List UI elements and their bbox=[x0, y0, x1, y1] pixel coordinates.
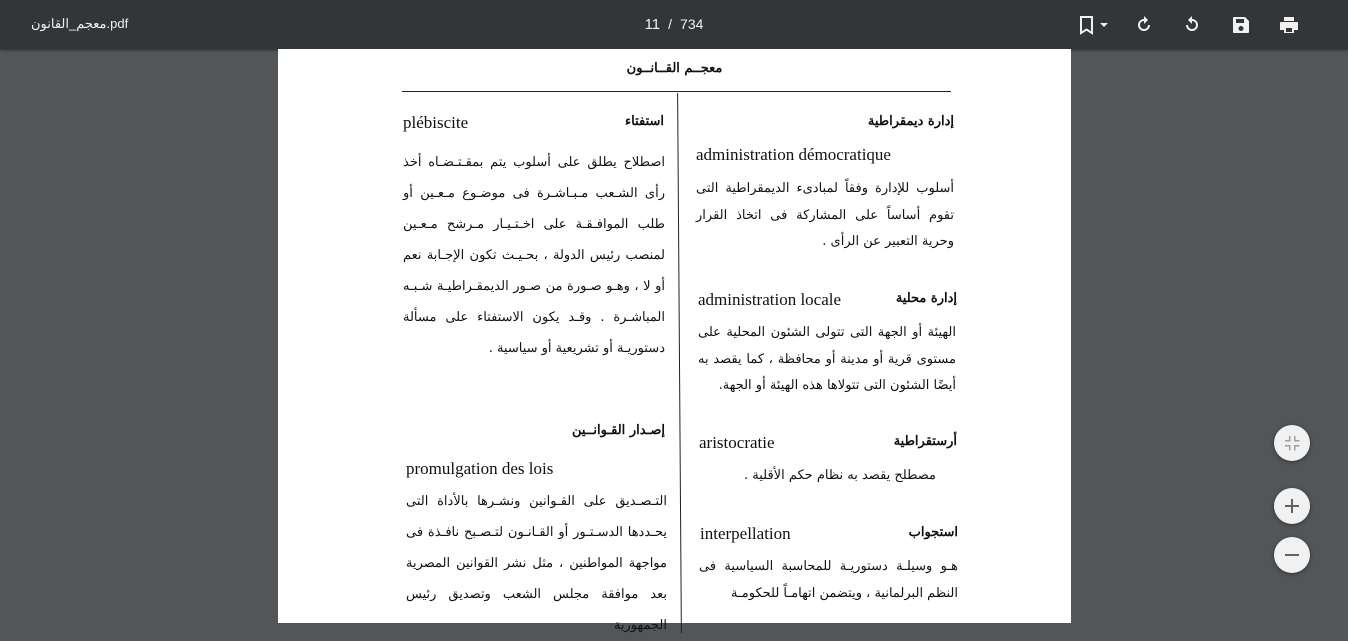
zoom-out-button[interactable] bbox=[1274, 537, 1310, 573]
running-head: معجــم القــانــون bbox=[626, 61, 723, 76]
save-icon bbox=[1232, 16, 1250, 34]
zoom-in-button[interactable] bbox=[1274, 488, 1310, 524]
file-title: معجم_القانون.pdf bbox=[31, 16, 129, 31]
total-pages: 734 bbox=[680, 16, 704, 32]
headword: استجواب bbox=[908, 525, 958, 540]
french-term: interpellation bbox=[700, 524, 791, 543]
page-separator: / bbox=[668, 16, 673, 32]
french-term: administration locale bbox=[698, 290, 842, 309]
bookmark-button[interactable] bbox=[1076, 12, 1112, 38]
fit-to-page-button[interactable] bbox=[1274, 425, 1310, 461]
headword: إدارة محلية bbox=[895, 291, 957, 306]
french-term: promulgation des lois bbox=[406, 459, 554, 478]
print-icon bbox=[1279, 16, 1299, 34]
french-term: aristocratie bbox=[699, 433, 775, 452]
headword: استفتاء bbox=[625, 114, 664, 129]
rotate-counterclockwise-icon bbox=[1182, 15, 1202, 35]
header-rule bbox=[402, 91, 951, 92]
definition: مصطلح يقصد به نظام حكم الأقلية . bbox=[744, 468, 936, 483]
definition: اصطلاح يطلق على أسلوب يتم بمقـتـضـاه أخذ رأى الشـعب مـبـاشـرة فى موضـوع مـعـين أو طلب الموافـقـة على اخـتـيـار مـرشح مـعـين لمنصب رئيس الدولة ، بحـيـث تكون الإجـابة نعم أو لا ، وهـو صـورة من صـور الديمقـراطيـة شـبـه المباشـرة . وقـد يكون الاستفتاء على مسألة دستوريـة أو تشريعية أو سياسية . bbox=[403, 155, 665, 356]
bookmark-icon bbox=[1078, 15, 1110, 35]
current-page-input[interactable]: 11 bbox=[644, 16, 661, 33]
definition: الهيئة أو الجهة التى تتولى الشئون المحلية على مستوى قرية أو مدينة أو محافظة ، كما يقصد به أيضًا الشئون التى تتولاها هذه الهيئة أو الجهة. bbox=[698, 325, 956, 393]
fit-to-page-icon bbox=[1284, 435, 1300, 451]
definition: أسلوب للإدارة وفقاً لمبادىء الديمقراطية التى تقوم أساساً على المشاركة فى اتخاذ القرار وحرية التعبير عن الرأى . bbox=[696, 181, 954, 249]
headword: أرستقراطية bbox=[893, 434, 957, 449]
french-term: plébiscite bbox=[403, 113, 469, 132]
definition: التـصـديق على القـوانين ونشـرها بالأداة التى يحـددها الدسـتـور أو القـانـون لتـصـبح نافـذة فى مواجهة المواطنين ، مثل نشر القوانين المصرية بعد موافقة مجلس الشعب وتصديق رئيس الجمهورية bbox=[406, 494, 667, 633]
column-divider bbox=[677, 93, 682, 633]
download-button[interactable] bbox=[1228, 12, 1254, 38]
rotate-clockwise-icon bbox=[1134, 15, 1154, 35]
rotate-clockwise-button[interactable] bbox=[1131, 12, 1157, 38]
definition: هـو وسيلـة دستوريـة للمحاسبة السياسية فى النظم البرلمانية ، ويتضمن اتهامـاً للحكومـة bbox=[699, 559, 958, 601]
headword: إدارة ديمقراطية bbox=[867, 114, 954, 129]
headword: إصـدار القـوانــين bbox=[571, 423, 665, 438]
viewer-toolbar bbox=[0, 0, 1348, 49]
rotate-counterclockwise-button[interactable] bbox=[1179, 12, 1205, 38]
pdf-page bbox=[278, 49, 1071, 633]
plus-icon bbox=[1285, 499, 1299, 513]
minus-icon bbox=[1285, 548, 1299, 562]
french-term: administration démocratique bbox=[696, 145, 891, 164]
print-button[interactable] bbox=[1276, 12, 1302, 38]
